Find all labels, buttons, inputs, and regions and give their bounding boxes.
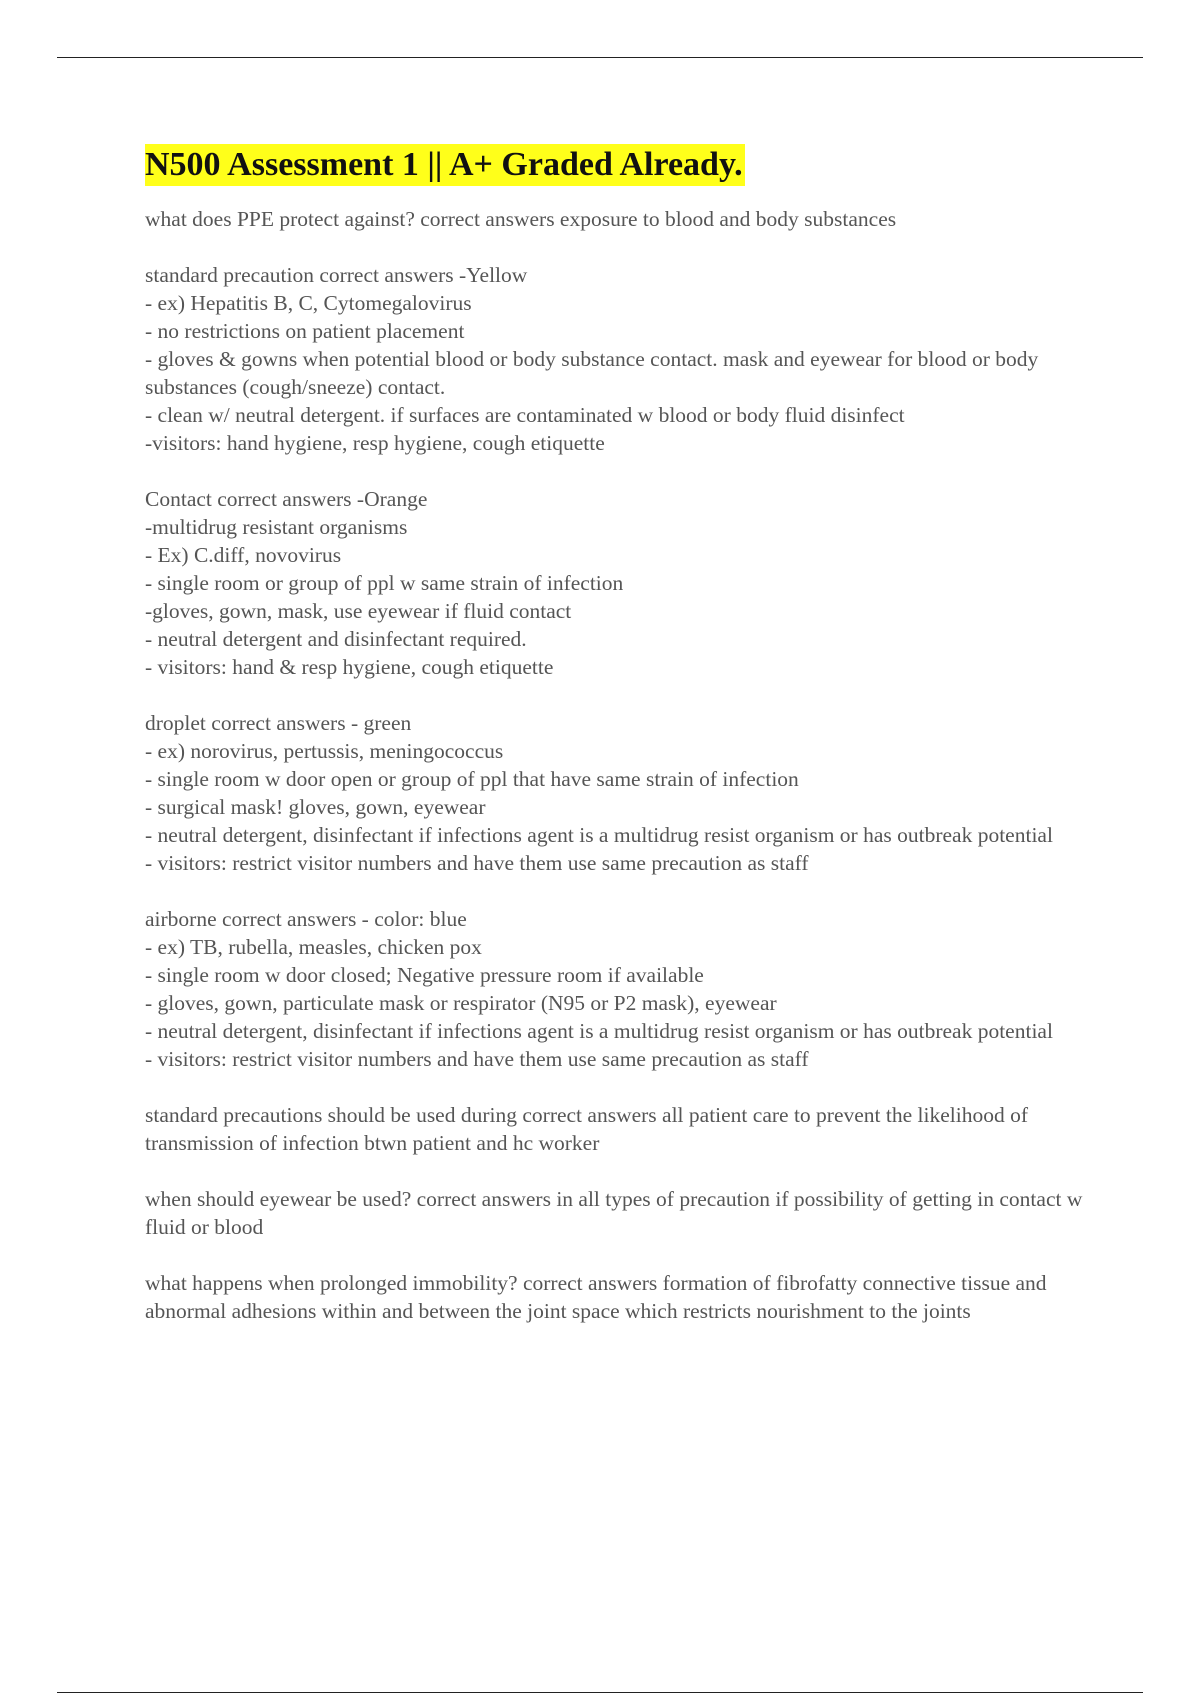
footer-rule bbox=[57, 1692, 1143, 1693]
text-line: - clean w/ neutral detergent. if surfaces are contaminated w blood or body fluid disinfect bbox=[145, 403, 905, 427]
text-line: what does PPE protect against? correct answers exposure to blood and body substances bbox=[145, 207, 897, 231]
qa-block-standard-precaution bbox=[145, 261, 1085, 457]
text-line: airborne correct answers - color: blue bbox=[145, 907, 467, 931]
text-line: when should eyewear be used? correct answers in all types of precaution if possibility of getting in contact w fluid or blood bbox=[145, 1187, 1083, 1239]
text-line: droplet correct answers - green bbox=[145, 711, 412, 735]
qa-block-eyewear bbox=[145, 1185, 1085, 1241]
text-line: - single room w door closed; Negative pressure room if available bbox=[145, 963, 704, 987]
text-line: - no restrictions on patient placement bbox=[145, 319, 465, 343]
text-line: - Ex) C.diff, novovirus bbox=[145, 543, 342, 567]
text-line: - ex) TB, rubella, measles, chicken pox bbox=[145, 935, 482, 959]
text-line: - gloves, gown, particulate mask or respirator (N95 or P2 mask), eyewear bbox=[145, 991, 777, 1015]
qa-block-contact bbox=[145, 485, 1085, 681]
text-line: - neutral detergent, disinfectant if infections agent is a multidrug resist organism or has outbreak potential bbox=[145, 1019, 1053, 1043]
text-line: - visitors: restrict visitor numbers and have them use same precaution as staff bbox=[145, 851, 809, 875]
text-line: -visitors: hand hygiene, resp hygiene, cough etiquette bbox=[145, 431, 605, 455]
document-title: N500 Assessment 1 || A+ Graded Already. bbox=[145, 144, 745, 186]
text-line: - ex) Hepatitis B, C, Cytomegalovirus bbox=[145, 291, 472, 315]
text-line: - neutral detergent, disinfectant if infections agent is a multidrug resist organism or has outbreak potential bbox=[145, 823, 1053, 847]
document-body bbox=[145, 144, 1085, 1325]
qa-block-standard-precautions-usage bbox=[145, 1101, 1085, 1157]
text-line: - visitors: restrict visitor numbers and have them use same precaution as staff bbox=[145, 1047, 809, 1071]
text-line: - single room w door open or group of ppl that have same strain of infection bbox=[145, 767, 799, 791]
qa-block-ppe bbox=[145, 205, 1085, 233]
text-line: standard precaution correct answers -Yellow bbox=[145, 263, 528, 287]
text-line: standard precautions should be used during correct answers all patient care to prevent the likelihood of transmission of infection btwn patient and hc worker bbox=[145, 1103, 1029, 1155]
qa-block-airborne bbox=[145, 905, 1085, 1073]
qa-block-droplet bbox=[145, 709, 1085, 877]
text-line: - single room or group of ppl w same strain of infection bbox=[145, 571, 624, 595]
text-line: - gloves & gowns when potential blood or body substance contact. mask and eyewear for blood or body substances (cough/sneeze) contact. bbox=[145, 347, 1039, 399]
text-line: - neutral detergent and disinfectant required. bbox=[145, 627, 527, 651]
text-line: - visitors: hand & resp hygiene, cough etiquette bbox=[145, 655, 554, 679]
text-line: -gloves, gown, mask, use eyewear if fluid contact bbox=[145, 599, 572, 623]
text-line: Contact correct answers -Orange bbox=[145, 487, 428, 511]
text-line: -multidrug resistant organisms bbox=[145, 515, 408, 539]
text-line: what happens when prolonged immobility? correct answers formation of fibrofatty connective tissue and abnormal adhesions within and between the joint space which restricts nourishment to the joints bbox=[145, 1271, 1047, 1323]
header-rule bbox=[57, 57, 1143, 58]
text-line: - ex) norovirus, pertussis, meningococcus bbox=[145, 739, 504, 763]
qa-block-immobility bbox=[145, 1269, 1085, 1325]
text-line: - surgical mask! gloves, gown, eyewear bbox=[145, 795, 486, 819]
